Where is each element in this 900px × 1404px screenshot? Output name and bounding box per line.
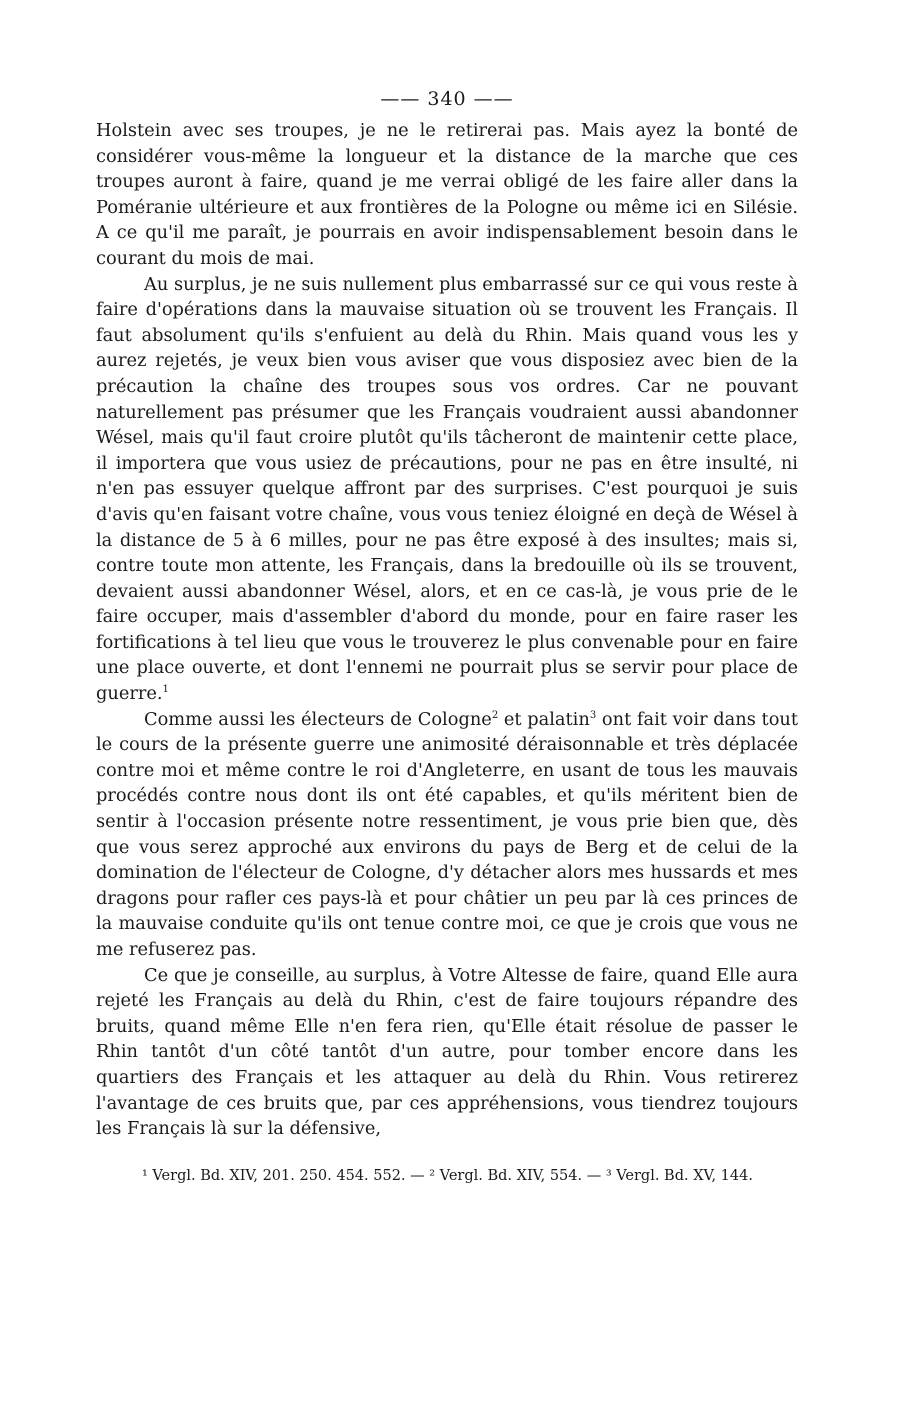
footnote-mark-2: 2 [491,709,499,721]
body-text [96,118,798,1142]
paragraph-3 [96,707,798,963]
paragraph-3-text-c: ont fait voir dans tout le cours de la présente guerre une animosité déraisonnable et très déplacée contre moi et même contre le roi d'Angleterre, en usant de tous les mauvais procédés contre nous dont ils ont été capables, et qu'ils méritent bien de sentir à l'occasion présente notre ressentiment, je vous prie bien que, dès que vous serez approché aux environs du pays de Berg et de celui de la domination de l'électeur de Cologne, d'y détacher alors mes hussards et mes dragons pour rafler ces pays-là et pour châtier un peu par là ces princes de la mauvaise conduite qu'ils ont tenue contre moi, ce que je crois que vous ne me refuserez pas. [96,708,798,960]
footnote-mark-3: 3 [589,709,597,721]
paragraph-3-text-b: et palatin [498,708,590,730]
footnote-mark-1: 1 [162,684,169,696]
paragraph-3-text-a: Comme aussi les électeurs de Cologne [144,708,492,730]
paragraph-2-text: Au surplus, je ne suis nullement plus embarrassé sur ce qui vous reste à faire d'opérations dans la mauvaise situation où se trouvent les Français. Il faut absolument qu'ils s'enfuient au delà du Rhin. Mais quand vous les y aurez rejetés, je veux bien vous aviser que vous disposiez avec bien de la précaution la chaîne des troupes sous vos ordres. Car ne pouvant naturellement pas présumer que les Français voudraient aussi abandonner Wésel, mais qu'il faut croire plutôt qu'ils tâcheront de maintenir cette place, il importera que vous usiez de précautions, pour ne pas en être insulté, ni n'en pas essuyer quelque affront par des surprises. C'est pourquoi je suis d'avis qu'en faisant votre chaîne, vous vous teniez éloigné en deçà de Wésel à la distance de 5 à 6 milles, pour ne pas être exposé à des insultes; mais si, contre toute mon attente, les Français, dans la bredouille où ils se trouvent, devaient aussi abandonner Wésel, alors, et en ce cas-là, je vous prie de le faire occuper, mais d'assembler d'abord du monde, pour en faire raser les fortifications à tel lieu que vous le trouverez le plus convenable pour en faire une place ouverte, et dont l'ennemi ne pourrait plus se servir pour place de guerre. [96,273,798,705]
page-number: —— 340 —— [380,88,514,110]
footnotes: ¹ Vergl. Bd. XIV, 201. 250. 454. 552. — ² Vergl. Bd. XIV, 554. — ³ Vergl. Bd. XV, 144. [142,1167,753,1184]
paragraph-4: Ce que je conseille, au surplus, à Votre Altesse de faire, quand Elle aura rejeté les Français au delà du Rhin, c'est de faire toujours répandre des bruits, quand même Elle n'en fera rien, qu'Elle était résolue de passer le Rhin tantôt d'un côté tantôt d'un autre, pour tomber encore dans les quartiers des Français et les attaquer au delà du Rhin. Vous retirerez l'avantage de ces bruits que, par ces appréhensions, vous tiendrez toujours les Français là sur la défensive, [96,964,798,1140]
paragraph-1: Holstein avec ses troupes, je ne le retirerai pas. Mais ayez la bonté de considérer vous-même la longueur et la distance de la marche que ces troupes auront à faire, quand je me verrai obligé de les faire aller dans la Poméranie ultérieure et aux frontières de la Pologne ou même ici en Silésie. A ce qu'il me paraît, je pourrais en avoir indispensablement besoin dans le courant du mois de mai. [96,120,798,269]
paragraph-2 [96,272,798,707]
